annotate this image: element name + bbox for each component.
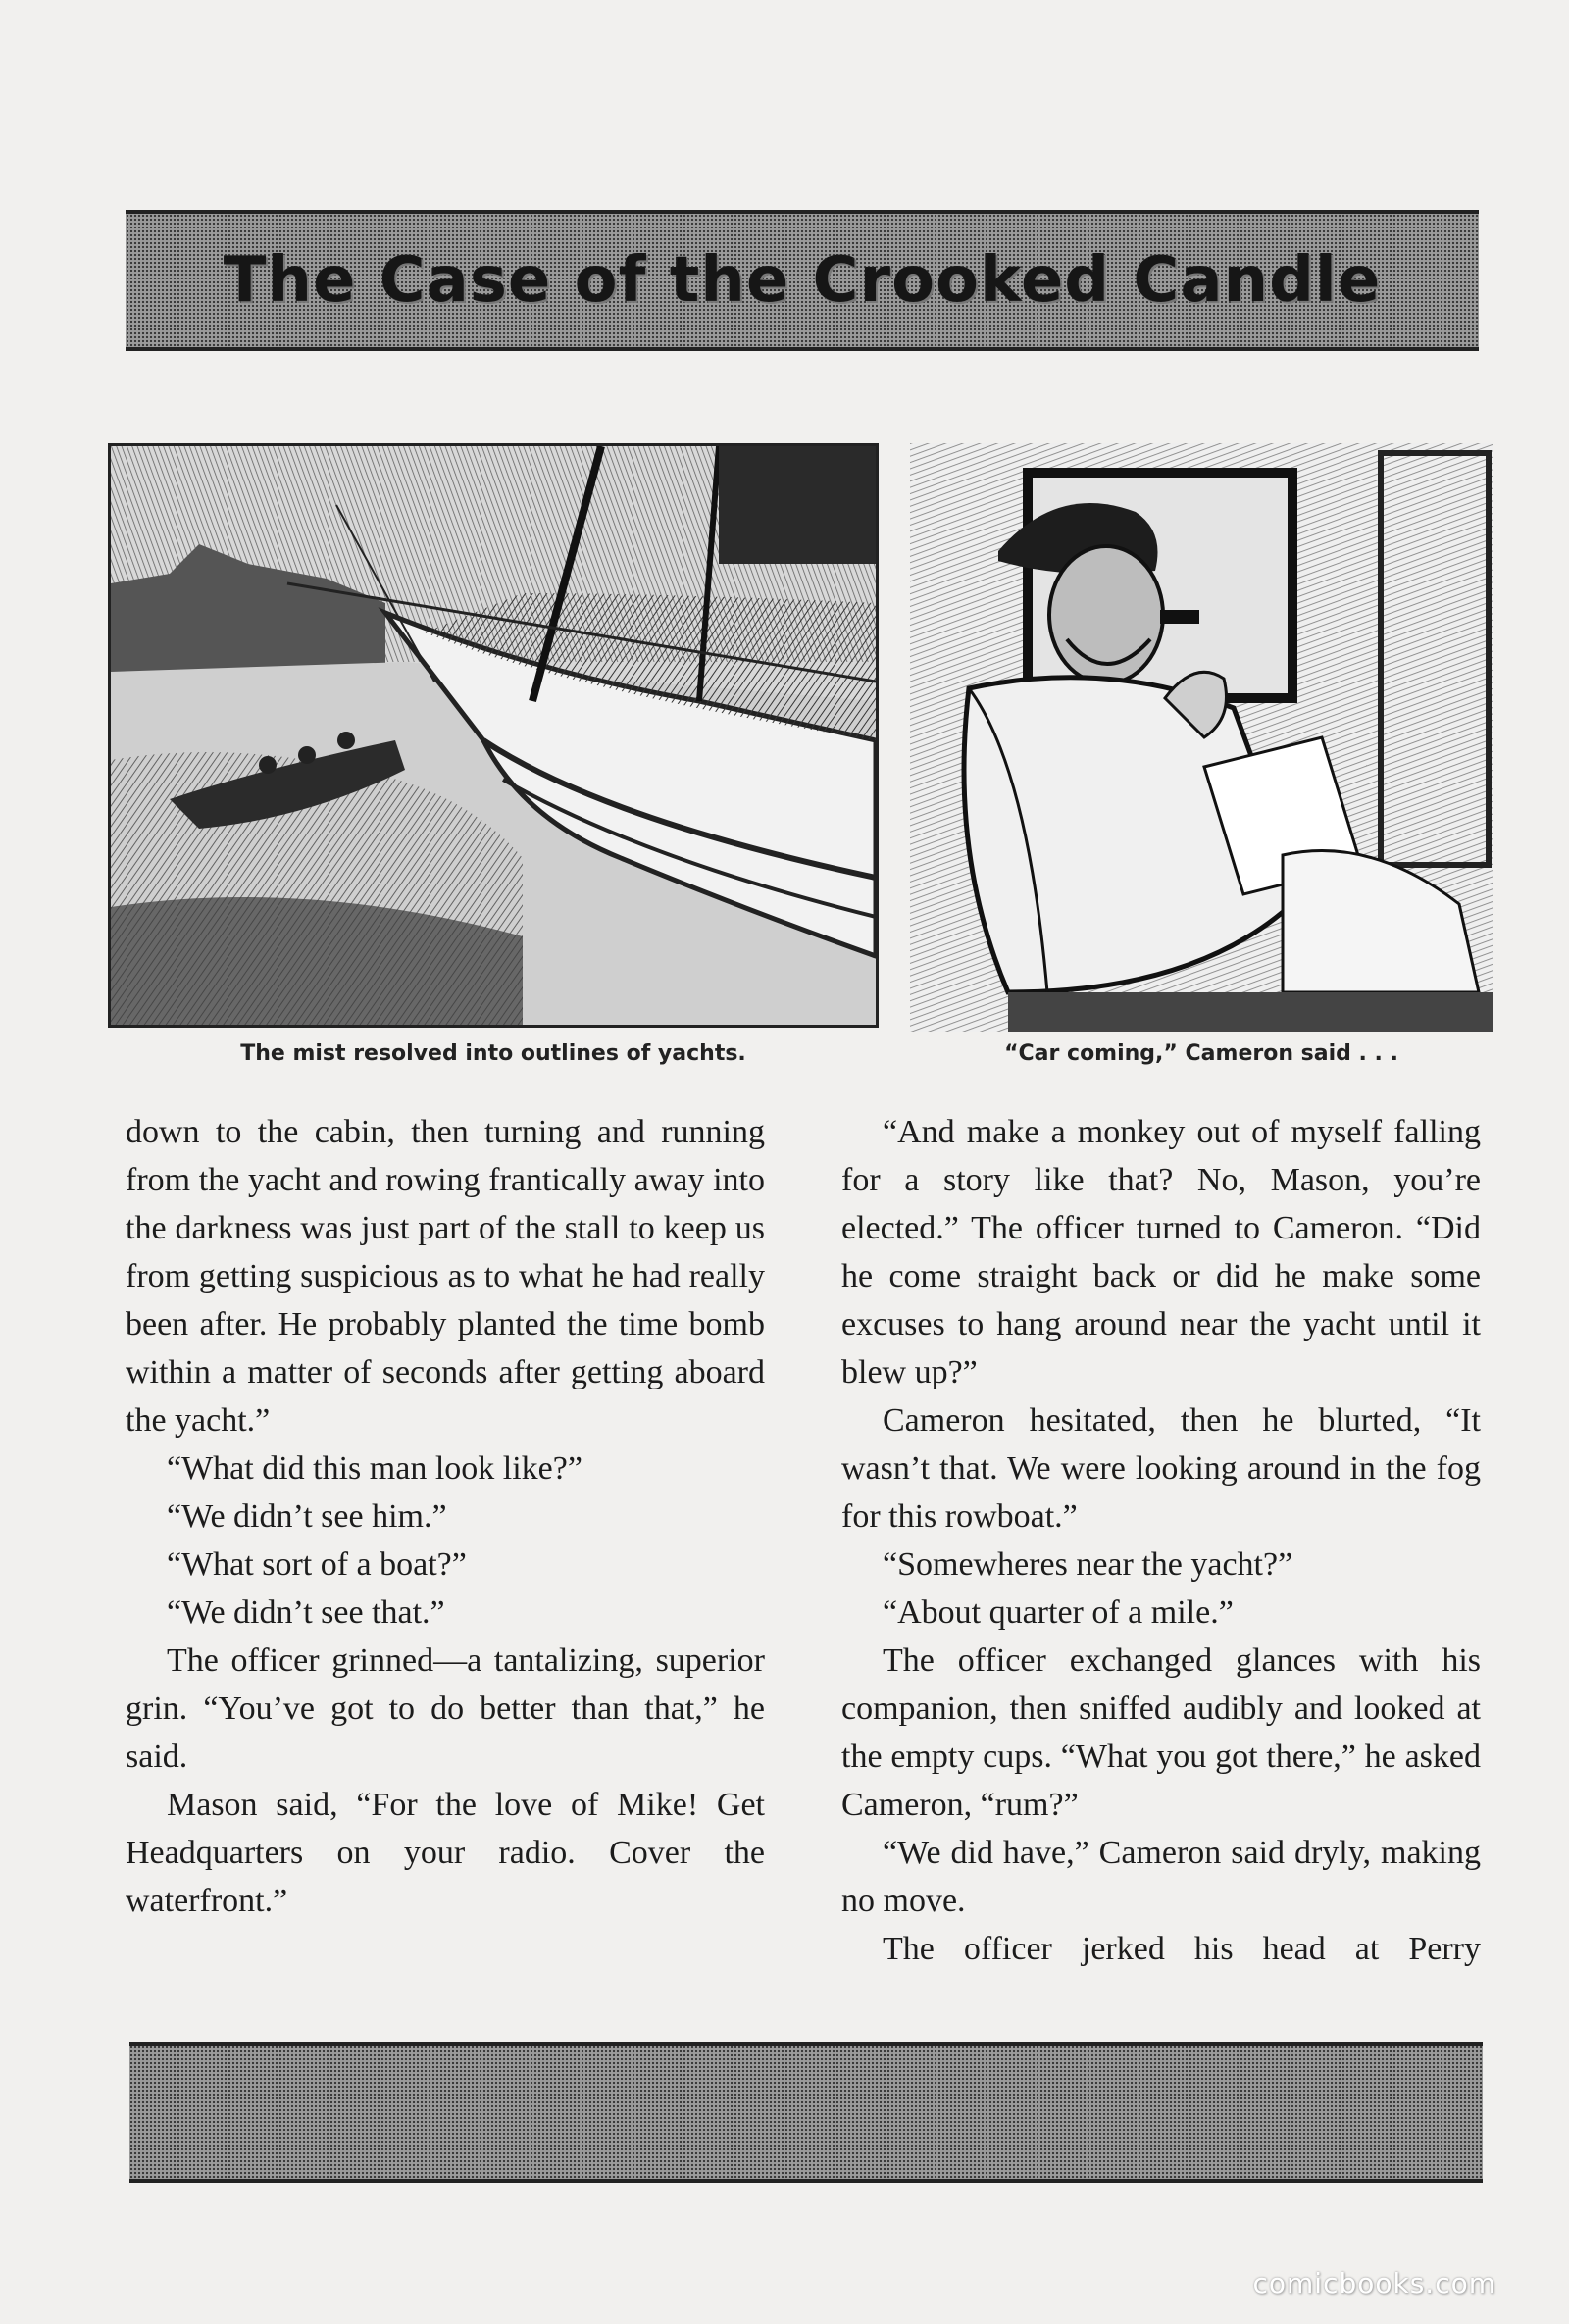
paragraph: The officer exchanged glances with his companion, then sniffed audibly and looked at the empty cups. “What you got there,” he asked Cameron, “rum?” <box>841 1642 1481 1823</box>
paragraph: “What did this man look like?” <box>167 1450 582 1487</box>
paragraph: “And make a monkey out of myself falling for a story like that? No, Mason, you’re elected.” The officer turned to Cameron. “Did he come straight back or did he make some excuses to hang around near the yacht until it blew up?” <box>841 1114 1481 1390</box>
caption-cameron: “Car coming,” Cameron said . . . <box>1004 1041 1398 1066</box>
paragraph: “We didn’t see him.” <box>167 1498 447 1535</box>
paragraph: down to the cabin, then turning and running from the yacht and rowing frantically away into the darkness was just part of the stall to keep us from getting suspicious as to what he had really been after. He probably planted the time bomb within a matter of seconds after getting aboard the yacht.” <box>126 1114 765 1439</box>
bottom-banner <box>129 2042 1483 2183</box>
caption-yachts: The mist resolved into outlines of yachts. <box>240 1041 746 1066</box>
paragraph: “We didn’t see that.” <box>167 1594 445 1631</box>
illustration-cameron <box>910 443 1493 1032</box>
paragraph: The officer grinned—a tantalizing, superior grin. “You’ve got to do better than that,” he said. <box>126 1642 765 1775</box>
title-banner <box>126 210 1479 351</box>
page-title: The Case of the Crooked Candle <box>223 244 1382 317</box>
paragraph: Cameron hesitated, then he blurted, “It wasn’t that. We were looking around in the fog for this rowboat.” <box>841 1402 1481 1535</box>
illustration-yachts <box>108 443 879 1028</box>
watermark: comicbooks.com <box>1252 2267 1496 2299</box>
paragraph: “We did have,” Cameron said dryly, making no move. <box>841 1835 1481 1919</box>
text-column-left <box>126 1108 765 1925</box>
paragraph: The officer jerked his head at Perry <box>883 1931 1481 1967</box>
paragraph: “What sort of a boat?” <box>167 1546 467 1583</box>
paragraph: Mason said, “For the love of Mike! Get Headquarters on your radio. Cover the waterfront.” <box>126 1787 765 1919</box>
paragraph: “Somewheres near the yacht?” <box>883 1546 1293 1583</box>
text-column-right <box>841 1108 1481 1973</box>
paragraph: “About quarter of a mile.” <box>883 1594 1234 1631</box>
